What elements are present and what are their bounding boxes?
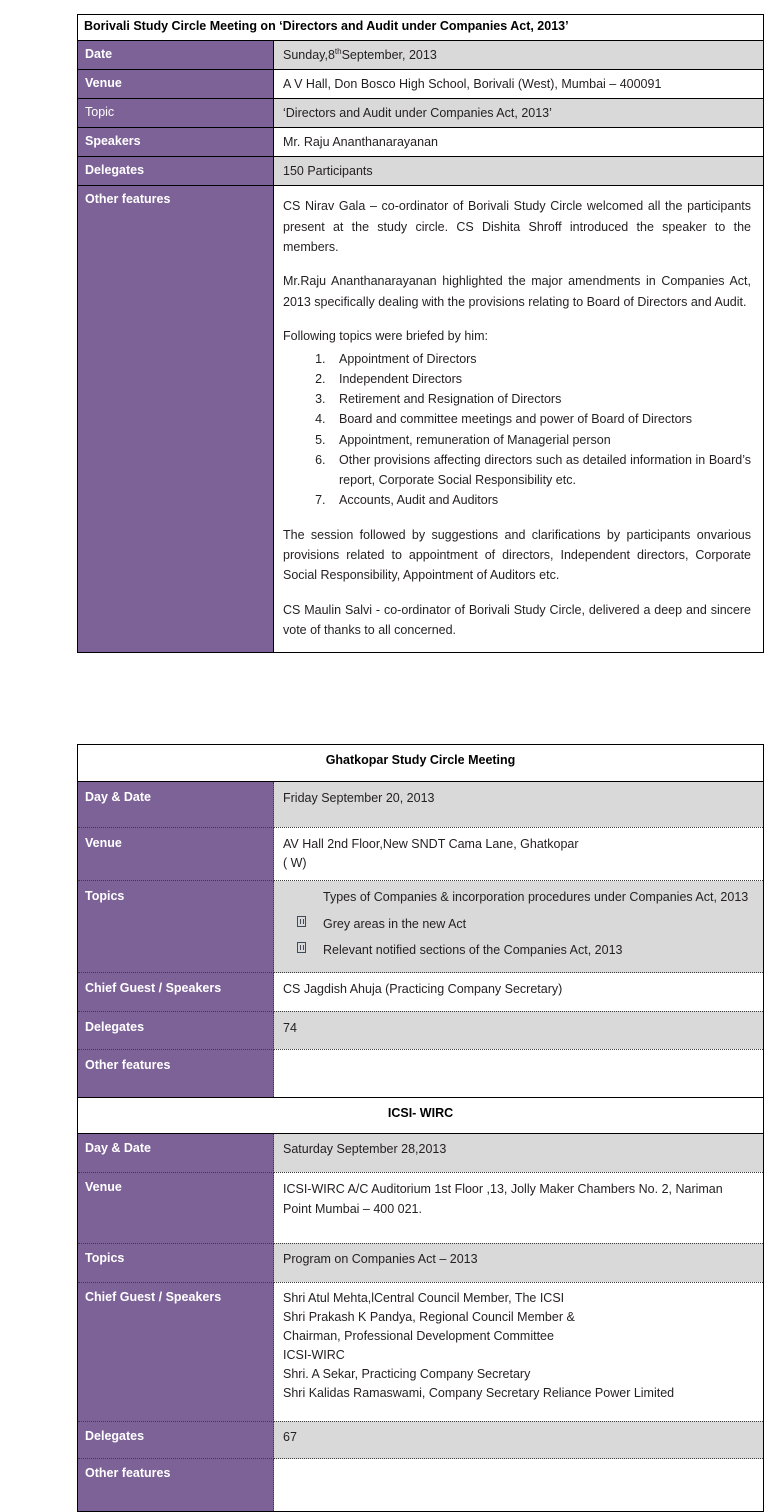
date-ordinal-suffix: th (334, 46, 342, 56)
speaker-line: Shri Kalidas Ramaswami, Company Secretary Reliance Power Limited (283, 1385, 675, 1400)
speaker-line: ICSI-WIRC (283, 1347, 345, 1362)
list-item: 5. Appointment, remuneration of Managerial person (329, 430, 751, 450)
topics-list (283, 888, 751, 960)
date-text: Sunday,8 (283, 47, 335, 62)
list-item: 2. Independent Directors (329, 369, 751, 389)
table-row (78, 881, 764, 973)
table-row (78, 1011, 764, 1049)
row-value-chief-guest-speakers (274, 1282, 764, 1421)
row-label-other-features: Other features (78, 186, 274, 653)
other-features-paragraph: Following topics were briefed by him: (283, 329, 488, 344)
list-item-text: Grey areas in the new Act (323, 916, 467, 931)
other-features-paragraph: Mr.Raju Ananthanarayanan highlighted the major amendments in Companies Act, 2013 specifically dealing with the provisions relating to Board of Directors and Audit. (283, 274, 751, 309)
table-title-row (78, 15, 764, 41)
list-item: 3. Retirement and Resignation of Directors (329, 389, 751, 409)
row-label-venue: Venue (78, 69, 274, 98)
table-title-row (78, 745, 764, 782)
row-label-chief-guest-speakers: Chief Guest / Speakers (78, 973, 274, 1011)
row-value-date (274, 40, 764, 69)
table-borivali-study-circle (77, 14, 764, 653)
list-item (283, 888, 751, 907)
row-value-day-date: Saturday September 28,2013 (274, 1133, 764, 1172)
row-label-delegates: Delegates (78, 1421, 274, 1458)
table-row (78, 827, 764, 881)
table-ghatkopar-study-circle (77, 744, 764, 1106)
speaker-line: Shri. A Sekar, Practicing Company Secretary (283, 1366, 531, 1381)
row-value-topics (274, 881, 764, 973)
row-label-topics: Topics (78, 881, 274, 973)
date-text-tail: September, 2013 (341, 47, 437, 62)
row-value-venue (274, 827, 764, 881)
table-row (78, 1133, 764, 1172)
row-value-venue: ICSI-WIRC A/C Auditorium 1st Floor ,13, Jolly Maker Chambers No. 2, Nariman Point Mumbai – 400 021. (274, 1172, 764, 1243)
row-label-chief-guest-speakers: Chief Guest / Speakers (78, 1282, 274, 1421)
speaker-line: Chairman, Professional Development Committee (283, 1328, 554, 1343)
row-label-topics: Topics (78, 1243, 274, 1282)
table-row (78, 1172, 764, 1243)
row-label-delegates: Delegates (78, 157, 274, 186)
table-row (78, 1421, 764, 1458)
row-label-day-date: Day & Date (78, 1133, 274, 1172)
row-label-day-date: Day & Date (78, 781, 274, 827)
row-label-other-features: Other features (78, 1459, 274, 1512)
list-item: 4. Board and committee meetings and power of Board of Directors (329, 409, 751, 429)
speaker-lines (283, 1289, 753, 1403)
table-title: Borivali Study Circle Meeting on ‘Directors and Audit under Companies Act, 2013’ (78, 15, 764, 41)
row-value-chief-guest-speakers: CS Jagdish Ahuja (Practicing Company Secretary) (274, 973, 764, 1011)
other-features-paragraph: CS Nirav Gala – co-ordinator of Borivali Study Circle welcomed all the participants present at the study circle. CS Dishita Shroff introduced the speaker to the members. (283, 199, 751, 254)
row-label-speakers: Speakers (78, 128, 274, 157)
row-value-delegates: 74 (274, 1011, 764, 1049)
venue-line: ( W) (283, 855, 307, 870)
venue-line: AV Hall 2nd Floor,New SNDT Cama Lane, Ghatkopar (283, 836, 579, 851)
bullet-box-icon (297, 916, 306, 927)
list-item (283, 941, 751, 960)
table-row (78, 781, 764, 827)
table-title: Ghatkopar Study Circle Meeting (78, 745, 764, 782)
table-row (78, 98, 764, 127)
table-row (78, 40, 764, 69)
row-value-delegates: 67 (274, 1421, 764, 1458)
row-label-date: Date (78, 40, 274, 69)
row-value-day-date: Friday September 20, 2013 (274, 781, 764, 827)
row-value-other-features (274, 1459, 764, 1512)
row-value-topic: ‘Directors and Audit under Companies Act, 2013’ (274, 98, 764, 127)
bullet-box-icon (297, 942, 306, 953)
list-item: 1. Appointment of Directors (329, 349, 751, 369)
table-row (78, 128, 764, 157)
row-label-topic: Topic (78, 98, 274, 127)
list-item: 7. Accounts, Audit and Auditors (329, 490, 751, 510)
row-value-topics: Program on Companies Act – 2013 (274, 1243, 764, 1282)
other-features-paragraph: The session followed by suggestions and clarifications by participants onvarious provisions related to appointment of directors, Independent directors, Corporate Social Responsibility, Appointment of Auditors etc. (283, 527, 751, 583)
list-item-text: Relevant notified sections of the Companies Act, 2013 (323, 943, 623, 957)
list-item (283, 915, 751, 934)
row-value-venue: A V Hall, Don Bosco High School, Borivali (West), Mumbai – 400091 (274, 69, 764, 98)
other-features-paragraph: CS Maulin Salvi - co-ordinator of Borivali Study Circle, delivered a deep and sincere vote of thanks to all concerned. (283, 602, 751, 637)
row-value-speakers: Mr. Raju Ananthanarayanan (274, 128, 764, 157)
table-title: ICSI- WIRC (78, 1098, 764, 1134)
table-row (78, 69, 764, 98)
row-value-delegates: 150 Participants (274, 157, 764, 186)
briefed-topics-list (283, 349, 751, 511)
list-item: 6. Other provisions affecting directors such as detailed information in Board’s report, Corporate Social Responsibility etc. (329, 450, 751, 491)
row-label-delegates: Delegates (78, 1011, 274, 1049)
table-icsi-wirc (77, 1097, 764, 1512)
venue-lines (283, 835, 753, 873)
row-value-other-features (274, 186, 764, 653)
table-title-row (78, 1098, 764, 1134)
table-row (78, 1243, 764, 1282)
row-label-venue: Venue (78, 827, 274, 881)
table-row (78, 186, 764, 653)
speaker-line: Shri Prakash K Pandya, Regional Council Member & (283, 1309, 575, 1324)
table-row (78, 1282, 764, 1421)
speaker-line: Shri Atul Mehta,lCentral Council Member, The ICSI (283, 1290, 565, 1305)
row-label-other-features: Other features (78, 1049, 274, 1105)
table-row (78, 973, 764, 1011)
table-row (78, 157, 764, 186)
table-row (78, 1459, 764, 1512)
list-item-text: Types of Companies & incorporation procedures under Companies Act, 2013 (323, 890, 749, 905)
row-label-venue: Venue (78, 1172, 274, 1243)
